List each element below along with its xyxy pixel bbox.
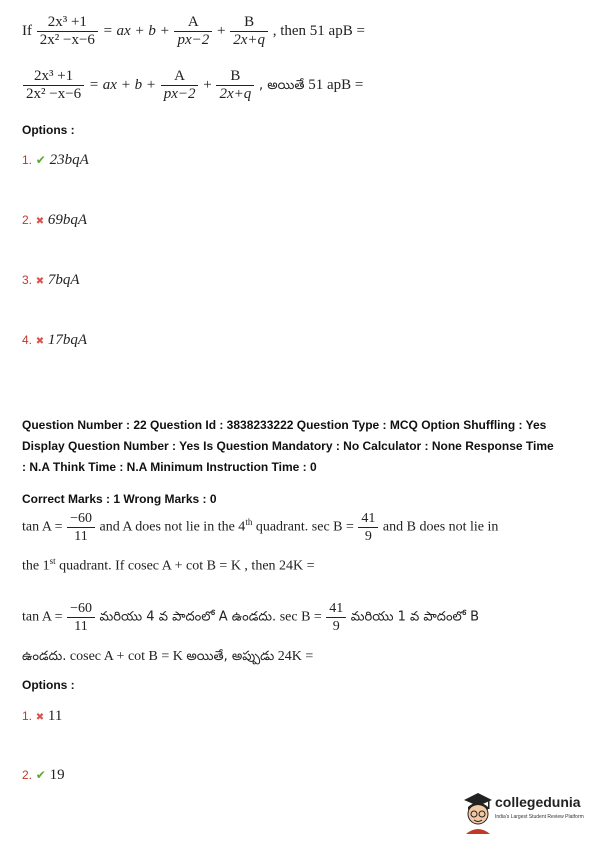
cross-icon: ✖: [35, 216, 45, 227]
q22-te-fraction-2: $\frac{41}{9}$: [326, 600, 346, 635]
q22-option-1[interactable]: 1. ✖ 11: [22, 708, 63, 724]
q22-option-2[interactable]: 2. ✔ 19: [22, 767, 65, 783]
q21-statement-te: $\frac{\text{2x³ +1}}{\text{2x² −x−6}}$ = ax + b + $\frac{A}{px-2}$ + $\frac{B}{2x+q}$ , అయితే 51 apB =: [22, 68, 363, 103]
q22-fraction-1: $\frac{-60}{11}$: [67, 510, 95, 545]
check-icon: ✔: [35, 153, 46, 167]
cross-icon: ✖: [35, 712, 45, 723]
collegedunia-logo: [462, 790, 587, 834]
q22-marks: Correct Marks : 1 Wrong Marks : 0: [22, 492, 217, 506]
check-icon: ✔: [35, 768, 46, 782]
q21-option-2[interactable]: 2. ✖ 69bqA: [22, 212, 88, 228]
q22-statement-en-line1: tan A = $\frac{-60}{11}$ and A does not lie in the 4th quadrant. sec B = $\frac{41}{9}$ and B does not lie in: [22, 511, 499, 544]
q22-statement-en-line2: the 1st quadrant. If cosec A + cot B = K , then 24K =: [22, 556, 315, 574]
q22-te-fraction-1: $\frac{-60}{11}$: [67, 600, 95, 635]
q22-statement-te-line2: ఉండదు. cosec A + cot B = K అయితే, అప్పుడు 24K =: [22, 649, 314, 664]
q21-option-1[interactable]: 1. ✔ 23bqA: [22, 152, 89, 168]
logo-tagline: India's Largest Student Review Platform: [495, 814, 584, 820]
q22-options-label: Options :: [22, 678, 75, 692]
q21-statement-en: If $\frac{\text{2x³ +1}}{\text{2x² −x−6}}$ = ax + b + $\frac{A}{px-2}$ + $\frac{B}{2x+q}$ , then 51 apB =: [22, 14, 365, 48]
q21-option-3[interactable]: 3. ✖ 7bqA: [22, 272, 80, 288]
graduate-mascot-icon: [462, 790, 494, 834]
cross-icon: ✖: [35, 336, 45, 347]
q21-options-label: Options :: [22, 123, 75, 137]
q21-prefix: If: [22, 22, 32, 39]
q21-fraction-2: $\frac{A}{px-2}$: [174, 14, 212, 49]
q21-fraction-3: $\frac{B}{2x+q}$: [230, 14, 268, 49]
cross-icon: ✖: [35, 276, 45, 287]
q22-statement-te-line1: tan A = $\frac{-60}{11}$ మరియు 4 వ పాదంలో A ఉండదు. sec B = $\frac{41}{9}$ మరియు 1 వ పాదంలో B: [22, 601, 479, 634]
q21-fraction-1: $\frac{\text{2x³ +1}}{\text{2x² −x−6}}$: [37, 14, 98, 49]
q21-option-4[interactable]: 4. ✖ 17bqA: [22, 332, 88, 348]
logo-wordmark: collegedunia: [495, 794, 581, 810]
q21-te-fraction-2: $\frac{A}{px-2}$: [161, 68, 199, 103]
q21-te-fraction-3: $\frac{B}{2x+q}$: [216, 68, 254, 103]
q21-te-fraction-1: $\frac{\text{2x³ +1}}{\text{2x² −x−6}}$: [23, 68, 84, 103]
q22-metadata: Question Number : 22 Question Id : 3838233222 Question Type : MCQ Option Shuffling : Yes Display Question Number : Yes Is Question Mandatory : No Calculator : None Response Time : N.A Think Time : N.A Minimum Instruction Time : 0: [22, 418, 554, 474]
q22-fraction-2: $\frac{41}{9}$: [358, 510, 378, 545]
